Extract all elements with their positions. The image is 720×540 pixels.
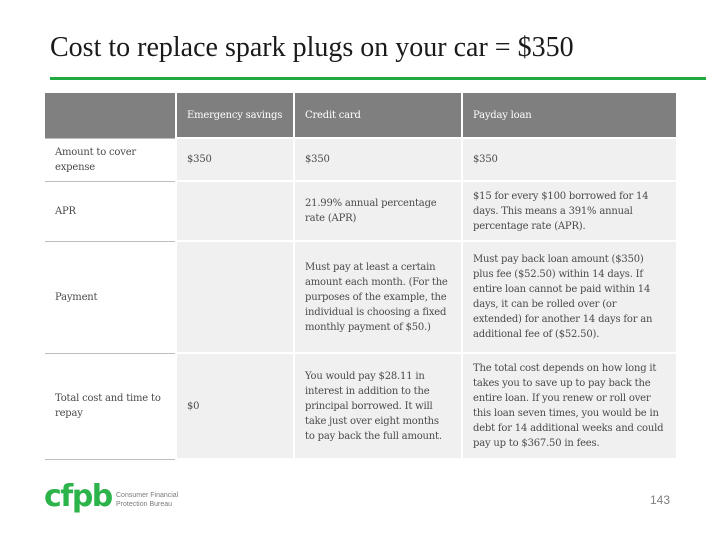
cell-credit-card: Must pay at least a certain amount each month. (For the purposes of the example, the individual is choosing a fixed monthly payment of $50.) [294, 241, 462, 353]
cell-emergency-savings: $350 [176, 138, 294, 181]
cell-credit-card: $350 [294, 138, 462, 181]
row-label: APR [45, 181, 176, 241]
row-label: Total cost and time to repay [45, 353, 176, 459]
cell-credit-card: You would pay $28.11 in interest in addition to the principal borrowed. It will take just over eight months to pay back the full amount. [294, 353, 462, 459]
row-label: Payment [45, 241, 176, 353]
cell-credit-card: 21.99% annual percentage rate (APR) [294, 181, 462, 241]
header-credit-card: Credit card [294, 93, 462, 138]
header-cell-blank [45, 93, 176, 138]
table-row-total-cost [45, 353, 676, 459]
logo-subtitle-line1: Consumer Financial [116, 492, 179, 499]
cell-emergency-savings [176, 241, 294, 353]
table-row-payment [45, 241, 676, 353]
table-row-apr [45, 181, 676, 241]
cell-payday-loan: The total cost depends on how long it takes you to save up to pay back the entire loan. If you renew or roll over this loan seven times, you would be in debt for 14 additional weeks and could pay up to $367.50 in fees. [462, 353, 676, 459]
table-header-row [45, 93, 676, 138]
cell-emergency-savings [176, 181, 294, 241]
cell-emergency-savings: $0 [176, 353, 294, 459]
cell-payday-loan: Must pay back loan amount ($350) plus fee ($52.50) within 14 days. If entire loan cannot be paid within 14 days, it can be rolled over (or extended) for another 14 days for an additional fee of ($52.50). [462, 241, 676, 353]
logo-subtitle-line2: Protection Bureau [116, 501, 173, 508]
cfpb-logo [44, 479, 184, 519]
cell-payday-loan: $15 for every $100 borrowed for 14 days. This means a 391% annual percentage rate (APR). [462, 181, 676, 241]
cfpb-wordmark: cfpb [44, 479, 112, 514]
header-emergency-savings: Emergency savings [176, 93, 294, 138]
table-row-amount [45, 138, 676, 181]
cell-payday-loan: $350 [462, 138, 676, 181]
logo-subtitle [116, 491, 186, 509]
page-number: 143 [649, 493, 670, 507]
title-underline [50, 77, 706, 80]
row-label: Amount to cover expense [45, 138, 176, 181]
comparison-table [45, 93, 676, 460]
header-payday-loan: Payday loan [462, 93, 676, 138]
slide-title: Cost to replace spark plugs on your car = $350 [50, 32, 574, 63]
